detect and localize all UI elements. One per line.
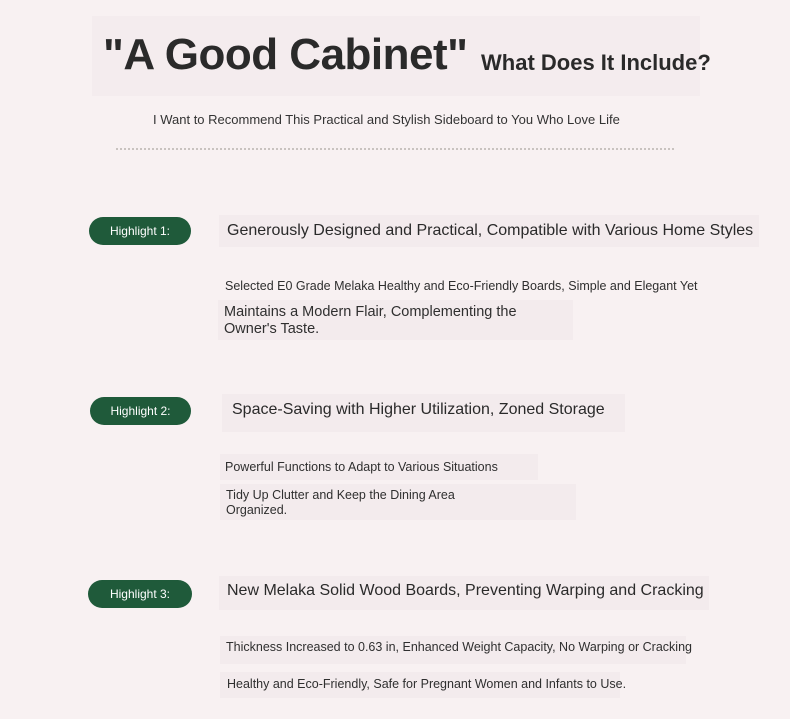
dotted-divider: [116, 148, 674, 150]
highlight-3-heading: New Melaka Solid Wood Boards, Preventing Warping and Cracking: [227, 582, 704, 599]
highlight-3-detail-2: Healthy and Eco-Friendly, Safe for Pregnant Women and Infants to Use.: [227, 677, 627, 691]
page-title: "A Good Cabinet": [103, 30, 468, 79]
highlight-2-detail-1: Powerful Functions to Adapt to Various Situations: [225, 460, 498, 474]
highlight-1-badge: Highlight 1:: [89, 217, 191, 245]
highlight-2-badge: Highlight 2:: [90, 397, 191, 425]
highlight-2-detail-2: Tidy Up Clutter and Keep the Dining Area Organized.: [226, 488, 455, 517]
page-subtitle: What Does It Include?: [481, 50, 711, 75]
highlight-2-heading: Space-Saving with Higher Utilization, Zoned Storage: [232, 401, 605, 418]
highlight-1-heading: Generously Designed and Practical, Compatible with Various Home Styles: [227, 222, 754, 239]
tagline: I Want to Recommend This Practical and Stylish Sideboard to You Who Love Life: [153, 112, 620, 127]
highlight-1-detail-1: Selected E0 Grade Melaka Healthy and Eco-Friendly Boards, Simple and Elegant Yet: [225, 279, 698, 293]
highlight-1-detail-2: Maintains a Modern Flair, Complementing the Owner's Taste.: [224, 304, 517, 337]
highlight-3-badge: Highlight 3:: [88, 580, 192, 608]
highlight-3-detail-1: Thickness Increased to 0.63 in, Enhanced Weight Capacity, No Warping or Cracking: [226, 640, 692, 654]
